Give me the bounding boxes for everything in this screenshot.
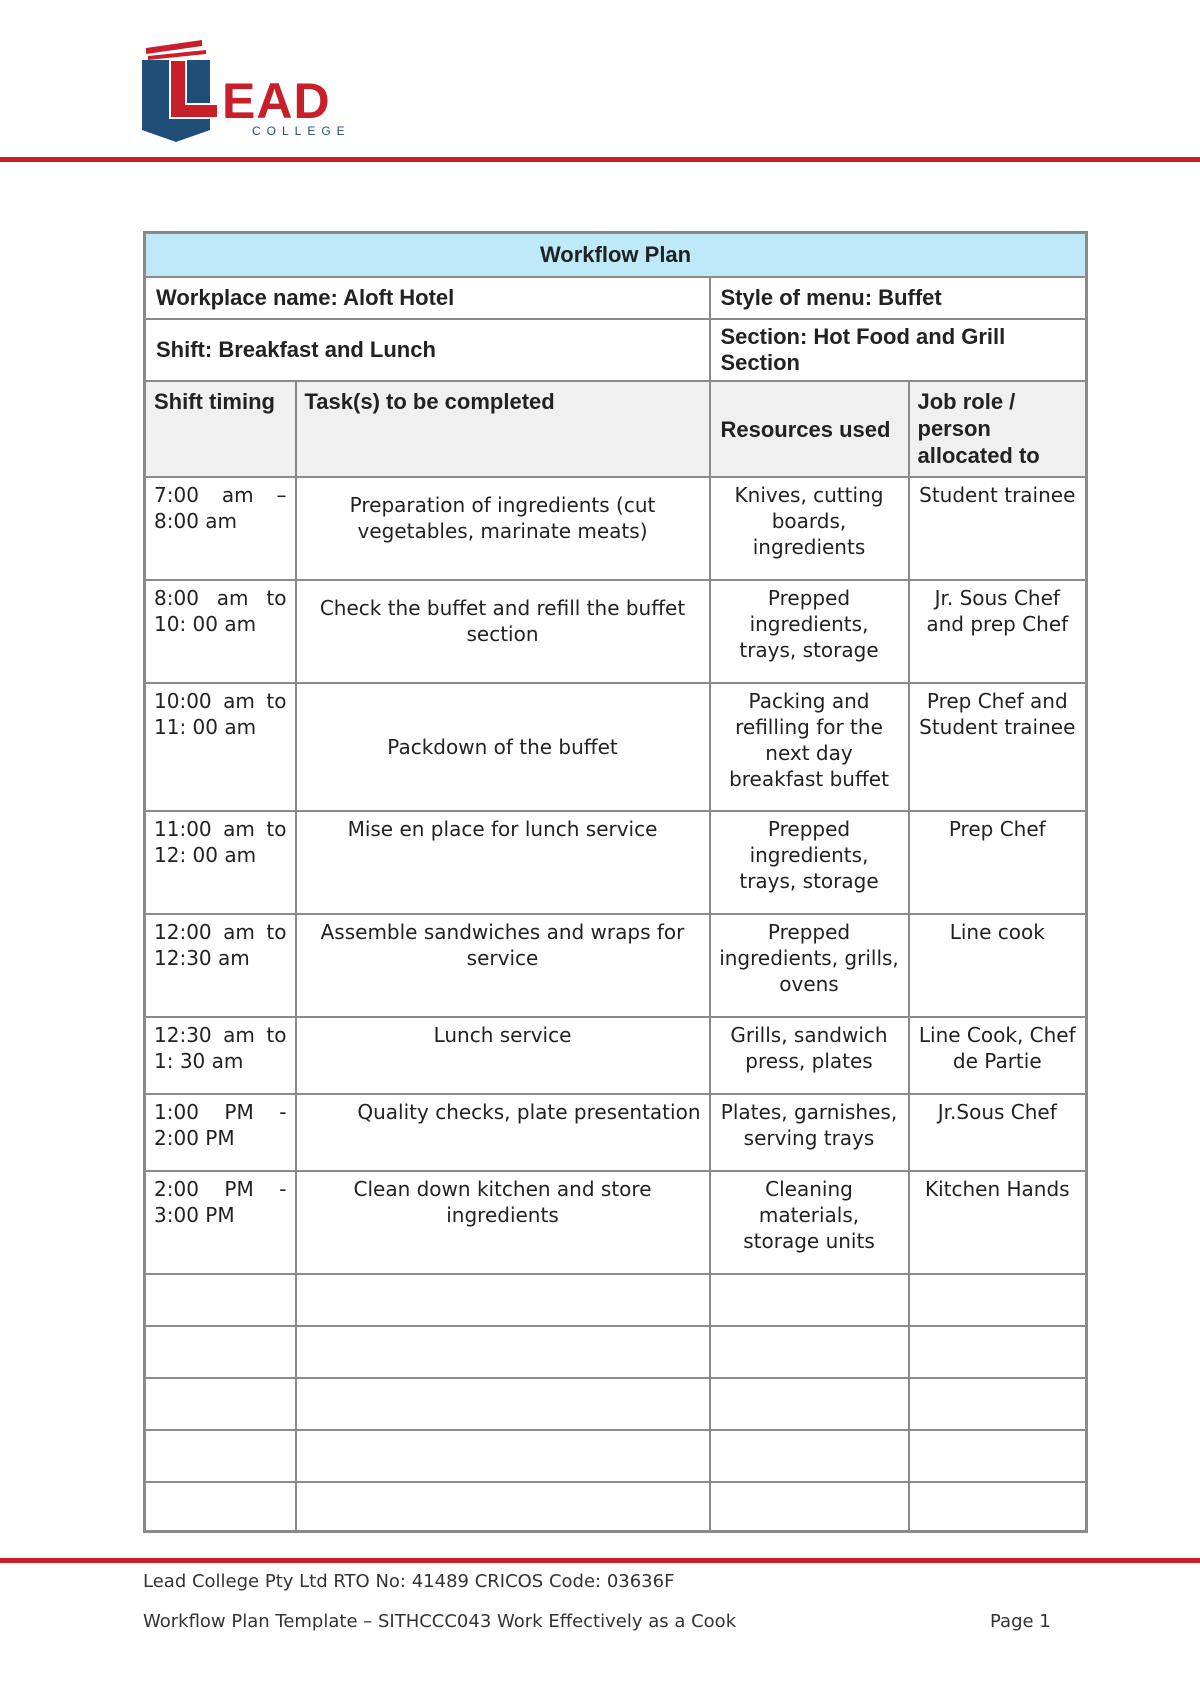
shift-time: 11:00 am to 12: 00 am (145, 811, 296, 914)
shift-time: 8:00 am to 10: 00 am (145, 580, 296, 683)
table-row (145, 1171, 1087, 1274)
menu-style: Style of menu: Buffet (710, 277, 1087, 319)
table-row (145, 1017, 1087, 1094)
shift-time: 10:00 am to 11: 00 am (145, 683, 296, 811)
shift-time: 2:00 PM - 3:00 PM (145, 1171, 296, 1274)
job-role: Jr.Sous Chef (909, 1094, 1087, 1171)
workflow-plan-table (143, 231, 1088, 1533)
job-role: Jr. Sous Chef and prep Chef (909, 580, 1087, 683)
task: Lunch service (296, 1017, 710, 1094)
table-row (145, 683, 1087, 811)
shift-name: Shift: Breakfast and Lunch (145, 319, 710, 381)
empty-row (145, 1274, 1087, 1326)
resources: Packing and refilling for the next day breakfast buffet (710, 683, 909, 811)
task: Check the buffet and refill the buffet section (296, 580, 710, 683)
resources: Prepped ingredients, trays, storage (710, 580, 909, 683)
empty-row (145, 1378, 1087, 1430)
shift-time: 12:30 am to 1: 30 am (145, 1017, 296, 1094)
resources: Cleaning materials, storage units (710, 1171, 909, 1274)
empty-row (145, 1482, 1087, 1532)
resources: Prepped ingredients, grills, ovens (710, 914, 909, 1017)
empty-row (145, 1326, 1087, 1378)
job-role: Student trainee (909, 477, 1087, 580)
footer-rule (0, 1558, 1200, 1563)
table-row (145, 1094, 1087, 1171)
svg-text:COLLEGE: COLLEGE (252, 124, 351, 138)
column-header-shift-timing: Shift timing (145, 381, 296, 477)
shift-time: 1:00 PM - 2:00 PM (145, 1094, 296, 1171)
shift-time: 12:00 am to 12:30 am (145, 914, 296, 1017)
table-row (145, 811, 1087, 914)
table-row (145, 477, 1087, 580)
svg-text:EAD: EAD (222, 73, 331, 129)
shift-time: 7:00 am – 8:00 am (145, 477, 296, 580)
job-role: Kitchen Hands (909, 1171, 1087, 1274)
workplace-name: Workplace name: Aloft Hotel (145, 277, 710, 319)
job-role: Line Cook, Chef de Partie (909, 1017, 1087, 1094)
table-title: Workflow Plan (145, 233, 1087, 277)
job-role: Prep Chef (909, 811, 1087, 914)
task: Quality checks, plate presentation (296, 1094, 710, 1171)
task: Mise en place for lunch service (296, 811, 710, 914)
column-header-resources: Resources used (710, 381, 909, 477)
task: Packdown of the buffet (296, 683, 710, 811)
resources: Prepped ingredients, trays, storage (710, 811, 909, 914)
footer-rto-line: Lead College Pty Ltd RTO No: 41489 CRICOS Code: 03636F (143, 1571, 675, 1592)
job-role: Line cook (909, 914, 1087, 1017)
column-header-job-role: Job role / person allocated to (909, 381, 1087, 477)
empty-row (145, 1430, 1087, 1482)
resources: Knives, cutting boards, ingredients (710, 477, 909, 580)
resources: Plates, garnishes, serving trays (710, 1094, 909, 1171)
task: Preparation of ingredients (cut vegetables, marinate meats) (296, 477, 710, 580)
table-row (145, 580, 1087, 683)
resources: Grills, sandwich press, plates (710, 1017, 909, 1094)
column-header-tasks: Task(s) to be completed (296, 381, 710, 477)
footer-template-line: Workflow Plan Template – SITHCCC043 Work Effectively as a Cook (143, 1611, 737, 1632)
job-role: Prep Chef and Student trainee (909, 683, 1087, 811)
task: Clean down kitchen and store ingredients (296, 1171, 710, 1274)
page-number: Page 1 (990, 1611, 1051, 1632)
section-name: Section: Hot Food and Grill Section (710, 319, 1087, 381)
lead-college-logo (140, 38, 390, 148)
task: Assemble sandwiches and wraps for service (296, 914, 710, 1017)
table-row (145, 914, 1087, 1017)
header-rule (0, 157, 1200, 162)
